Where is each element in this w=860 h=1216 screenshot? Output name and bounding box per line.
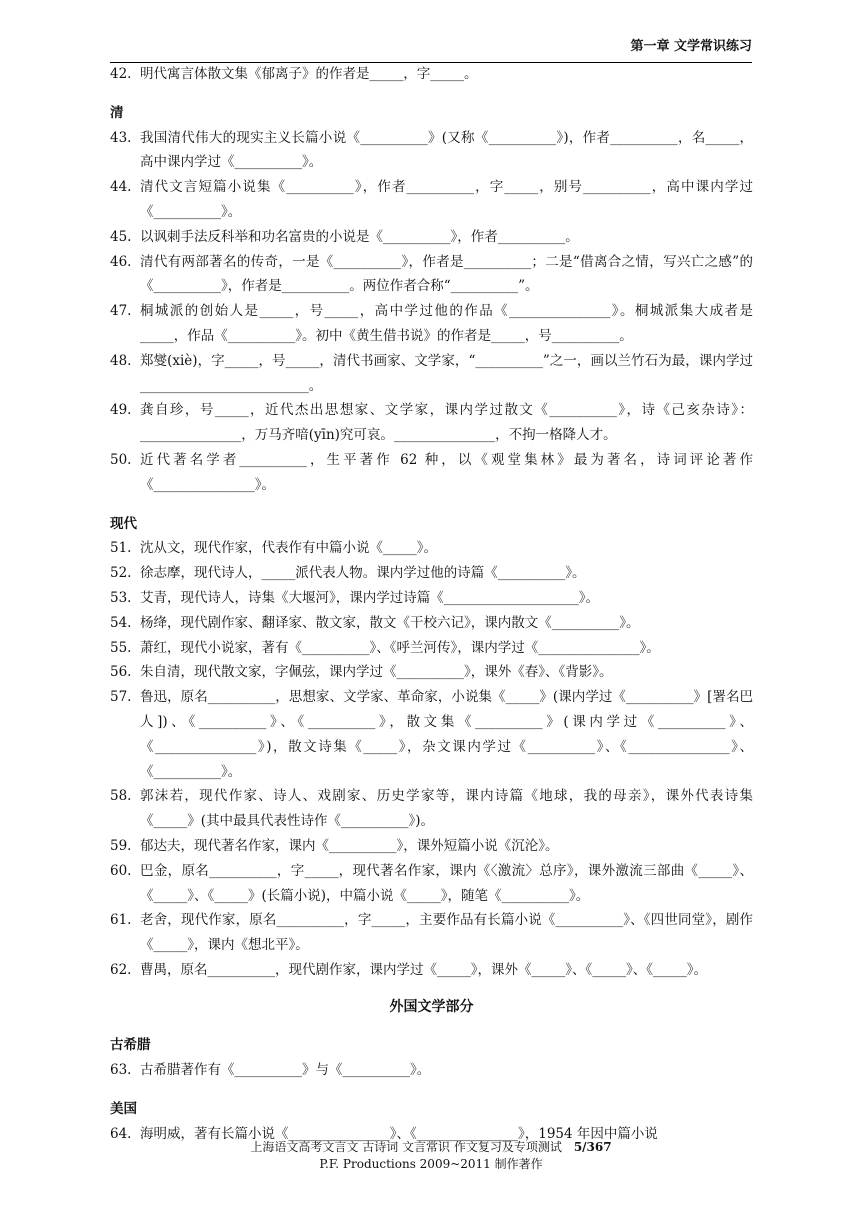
chapter-title: 第一章 文学常识练习 [630,39,752,54]
question-item [110,299,753,349]
question-item [110,225,753,250]
question-item [110,859,753,909]
question-number: 51. [110,540,132,557]
question-text: 老舍，现代作家，原名__________，字_____，主要作品有长篇小说《__________》、《四世同堂》，剧作《_____》，课内《想北平》。 [140,912,753,954]
question-text: 艾青，现代诗人，诗集《大堰河》，课内学过诗篇《____________________》。 [140,589,599,606]
question-number: 52. [110,565,132,582]
question-text: 杨绛，现代剧作家、翻译家、散文家，散文《干校六记》，课内散文《__________》。 [140,614,640,631]
question-number: 53. [110,589,132,606]
question-number: 44. [110,179,132,196]
footer-credits: P.F. Productions 2009~2011 制作著作 [319,1157,543,1171]
question-text: 鲁迅，原名__________，思想家、文学家、革命家，小说集《_____》(课内学过《__________》[署名巴人])、《__________》、《__________》，散文集《__________》(课内学过《__________》、《_______________》)，散文诗集《_____》，杂文课内学过《__________》、《_______________》、《__________》。 [140,689,753,780]
question-text: 郭沫若，现代作家、诗人、戏剧家、历史学家等，课内诗篇《地球，我的母亲》，课外代表诗集《_____》(其中最具代表性诗作《__________》)。 [140,788,753,830]
question-text: 明代寓言体散文集《郁离子》的作者是_____，字_____。 [140,66,478,82]
question-item [110,126,753,176]
question-item [110,908,753,958]
question-text: 萧红，现代小说家，著有《__________》、《呼兰河传》，课内学过《_______________》。 [140,639,660,656]
question-item [110,586,753,611]
question-number: 62. [110,961,132,978]
question-number: 56. [110,664,132,681]
question-item [110,834,753,859]
footer-title: 上海语文高考文言文 古诗词 文言常识 作文复习及专项测试 [250,1140,562,1154]
question-number: 58. [110,788,132,805]
question-number: 57. [110,689,132,706]
question-number: 60. [110,862,132,879]
question-item [110,784,753,834]
page-footer [110,1139,752,1173]
question-text: 近代著名学者__________，生平著作 62 种，以《观堂集林》最为著名，诗词评论著作《_______________》。 [140,451,753,493]
question-number: 49. [110,402,132,419]
question-text: 古希腊著作有《__________》与《__________》。 [140,1062,431,1079]
question-text: 龚自珍，号_____，近代杰出思想家、文学家，课内学过散文《__________》，诗《己亥杂诗》：_______________，万马齐喑(yīn)究可哀。_______________，不拘一格降人才。 [140,402,753,444]
question-number: 46. [110,253,132,270]
question-number: 64. [110,1125,132,1142]
question-item [110,536,753,561]
question-text: 沈从文，现代作家，代表作有中篇小说《_____》。 [140,540,437,557]
question-number: 47. [110,303,132,320]
question-text: 曹禺，原名__________，现代剧作家，课内学过《_____》，课外《_____》、《_____》、《_____》。 [140,961,707,978]
question-text: 清代文言短篇小说集《__________》，作者__________，字_____，别号__________，高中课内学过《__________》。 [140,179,753,220]
question-text: 郑燮(xiè)，字_____，号_____，清代书画家、文学家，“__________”之一，画以兰竹石为最，课内学过_________________________。 [140,352,753,394]
page-header [110,36,752,63]
question-item [110,250,753,300]
question-text: 郁达夫，现代著名作家，课内《__________》，课外短篇小说《沉沦》。 [140,837,559,854]
part-heading: 外国文学部分 [389,998,474,1015]
question-number: 48. [110,352,132,369]
question-number: 61. [110,912,132,929]
question-item [110,175,753,225]
page-number: 5/367 [573,1140,612,1154]
question-number: 63. [110,1062,132,1079]
question-text: 我国清代伟大的现实主义长篇小说《__________》(又称《__________》)，作者__________，名_____，高中课内学过《__________》。 [140,129,753,171]
question-text: 徐志摩，现代诗人，_____派代表人物。课内学过他的诗篇《__________》。 [140,565,586,582]
question-item [110,611,753,636]
question-text: 巴金，原名__________，字_____，现代著名作家，课内《〈激流〉总序》，课外激流三部曲《_____》、《_____》、《_____》(长篇小说)，中篇小说《_____》，随笔《__________》。 [140,862,753,904]
question-text: 桐城派的创始人是_____，号_____，高中学过他的作品《_______________》。桐城派集大成者是_____，作品《__________》。初中《黄生借书说》的作者是_____，号__________。 [140,303,753,344]
question-number: 45. [110,228,132,245]
question-item [110,62,753,87]
question-item [110,958,753,983]
question-text: 朱自清，现代散文家，字佩弦，课内学过《__________》，课外《春》、《背影》。 [140,664,613,681]
question-item [110,685,753,784]
section-heading: 古希腊 [110,1037,151,1054]
question-item [110,660,753,685]
section-heading: 现代 [110,515,137,532]
document-body [110,62,753,1147]
question-item [110,636,753,661]
question-text: 海明威，著有长篇小说《_______________》、《_______________》，1954 年因中篇小说 [140,1125,658,1142]
question-number: 59. [110,837,132,854]
question-text: 清代有两部著名的传奇，一是《__________》，作者是__________；二是“借离合之情，写兴亡之感”的《__________》，作者是__________。两位作者合称“__________”。 [140,253,753,295]
question-number: 54. [110,614,132,631]
section-heading: 美国 [110,1101,137,1118]
question-number: 43. [110,129,132,146]
question-item [110,1058,753,1083]
question-number: 42. [110,66,132,82]
question-number: 55. [110,639,132,656]
question-number: 50. [110,451,132,468]
question-item [110,349,753,399]
question-text: 以讽刺手法反科举和功名富贵的小说是《__________》，作者__________。 [140,228,579,245]
question-item [110,448,753,498]
question-item [110,398,753,448]
section-heading: 清 [110,104,124,121]
question-item [110,561,753,586]
